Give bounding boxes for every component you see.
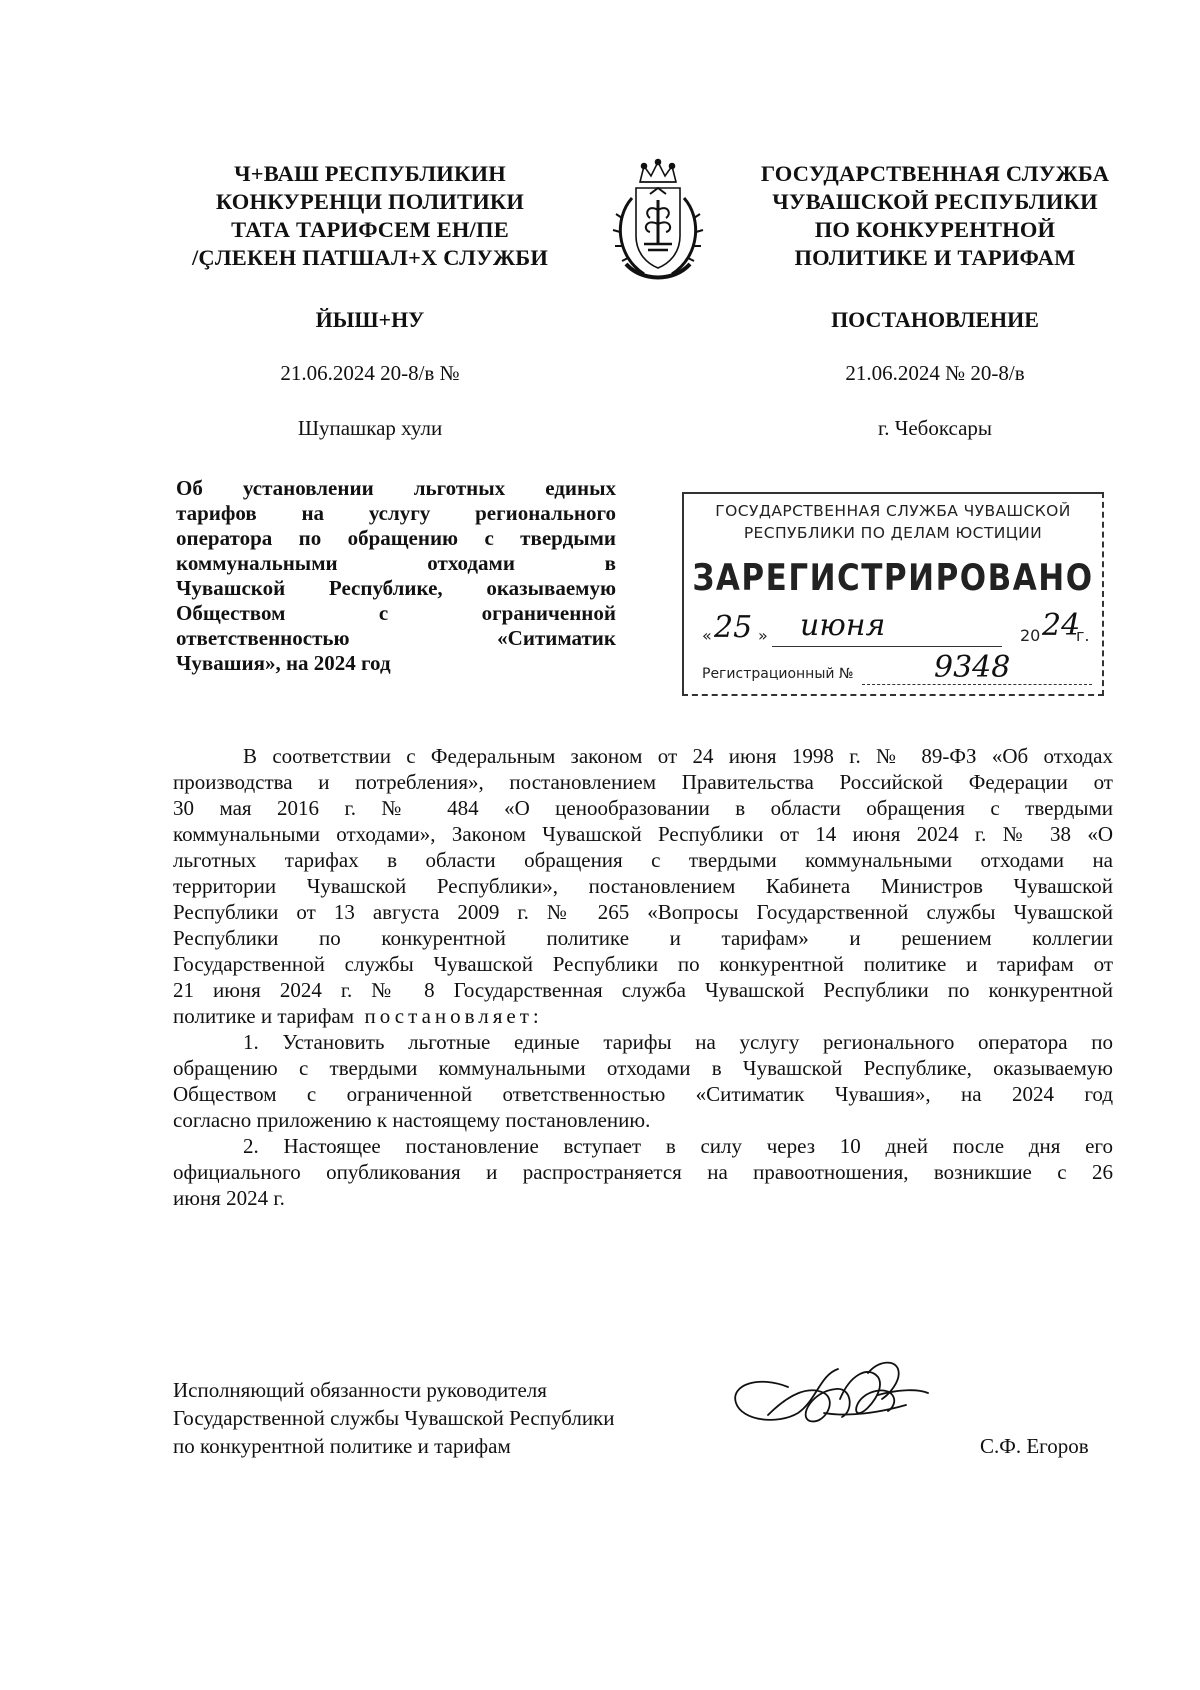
body-line-resolution [173,1003,1113,1029]
registration-stamp [682,492,1104,696]
header-right-line: ПО КОНКУРЕНТНОЙ [814,217,1056,242]
handwritten-signature [728,1355,933,1445]
subject-line: ответственностью «Ситиматик [176,626,616,650]
body-line: льготных тарифах в области обращения с твердыми коммунальными отходами на [173,848,1113,872]
header-left-line: ТАТА ТАРИФСЕМ ЕН/ПЕ [231,217,509,242]
stamp-status: ЗАРЕГИСТРИРОВАНО [692,556,1094,600]
stamp-year-prefix: 20 [1020,626,1041,645]
stamp-reg-number: 9348 [934,650,1011,685]
stamp-day: 25 [714,610,753,645]
stamp-underline [772,646,1002,647]
position-line: Исполняющий обязанности руководителя [173,1378,547,1402]
body-line: 1. Установить льготные единые тарифы на услугу регионального оператора по [243,1030,1113,1054]
doc-type-chuvash: ЙЫШ+НУ [315,307,425,332]
stamp-open-quote: « [702,626,712,645]
position-line: по конкурентной политике и тарифам [173,1434,511,1458]
body-line: производства и потребления», постановлением Правительства Российской Федерации от [173,770,1113,794]
city-russian: г. Чебоксары [877,416,993,440]
stamp-line: ГОСУДАРСТВЕННАЯ СЛУЖБА ЧУВАШСКОЙ [715,502,1071,520]
subject-line: оператора по обращению с твердыми [176,526,616,550]
body-line: 30 мая 2016 г. № 484 «О ценообразовании в области обращения с твердыми [173,796,1113,820]
body-line: территории Чувашской Республики», постановлением Кабинета Министров Чувашской [173,874,1113,898]
stamp-reg-label: Регистрационный № [702,666,854,682]
date-number-russian: 21.06.2024 № 20-8/в [845,361,1025,385]
stamp-close-quote: » [758,626,768,645]
resolution-verb: постановляет: [364,1004,543,1028]
chuvash-emblem-icon [608,158,708,286]
doc-type-russian: ПОСТАНОВЛЕНИЕ [831,307,1039,332]
body-line: Республики от 13 августа 2009 г. № 265 «Вопросы Государственной службы Чувашской [173,900,1113,924]
subject-line: тарифов на услугу регионального [176,501,616,525]
body-line: Республики по конкурентной политике и тарифам» и решением коллегии [173,926,1113,950]
stamp-year-suffix: 24 [1042,608,1081,643]
header-left-line: /ÇЛЕКЕН ПАТШАЛ+Х СЛУЖБИ [191,245,549,270]
header-right-line: ПОЛИТИКЕ И ТАРИФАМ [794,245,1076,270]
body-line: официального опубликования и распространяется на правоотношения, возникшие с 26 [173,1160,1113,1184]
subject-line: Чувашской Республике, оказываемую [176,576,616,600]
city-chuvash: Шупашкар хули [297,416,443,440]
header-left-line: Ч+ВАШ РЕСПУБЛИКИН [234,161,506,186]
subject-line: коммунальными отходами в [176,551,616,575]
position-line: Государственной службы Чувашской Республики [173,1406,615,1430]
signatory-position [173,1376,615,1460]
subject-line: Об установлении льготных единых [176,476,616,500]
body-line: 2. Настоящее постановление вступает в силу через 10 дней после дня его [243,1134,1113,1158]
date-number-chuvash: 21.06.2024 20-8/в № [280,361,460,385]
signatory-name: С.Ф. Егоров [980,1434,1089,1458]
body-line: В соответствии с Федеральным законом от 24 июня 1998 г. № 89-ФЗ «Об отходах [243,744,1113,768]
stamp-month: июня [800,608,886,643]
header-right-line: ГОСУДАРСТВЕННАЯ СЛУЖБА [760,161,1110,186]
body-line: Государственной службы Чувашской Республики по конкурентной политике и тарифам от [173,952,1113,976]
stamp-date-row [702,608,1094,652]
stamp-year-g: г. [1076,626,1090,645]
body-line: обращению с твердыми коммунальными отходами в Чувашской Республике, оказываемую [173,1056,1113,1080]
header-right-line: ЧУВАШСКОЙ РЕСПУБЛИКИ [772,189,1098,214]
body-line: июня 2024 г. [173,1186,285,1210]
subject-line: Обществом с ограниченной [176,601,616,625]
body-line: 21 июня 2024 г. № 8 Государственная служба Чувашской Республики по конкурентной [173,978,1113,1002]
stamp-reg-row [702,650,1094,690]
header-left [160,160,580,272]
stamp-line: РЕСПУБЛИКИ ПО ДЕЛАМ ЮСТИЦИИ [743,524,1043,542]
document-body [173,743,1113,1211]
body-line: коммунальными отходами», Законом Чувашской Республики от 14 июня 2024 г. № 38 «О [173,822,1113,846]
subject-line: Чувашия», на 2024 год [176,651,391,675]
document-subject [176,476,616,676]
header-left-line: КОНКУРЕНЦИ ПОЛИТИКИ [215,189,525,214]
body-line: Обществом с ограниченной ответственностью «Ситиматик Чувашия», на 2024 год [173,1082,1113,1106]
header-right [735,160,1135,272]
body-line: согласно приложению к настоящему постановлению. [173,1108,651,1132]
body-last-text: политике и тарифам [173,1004,355,1028]
